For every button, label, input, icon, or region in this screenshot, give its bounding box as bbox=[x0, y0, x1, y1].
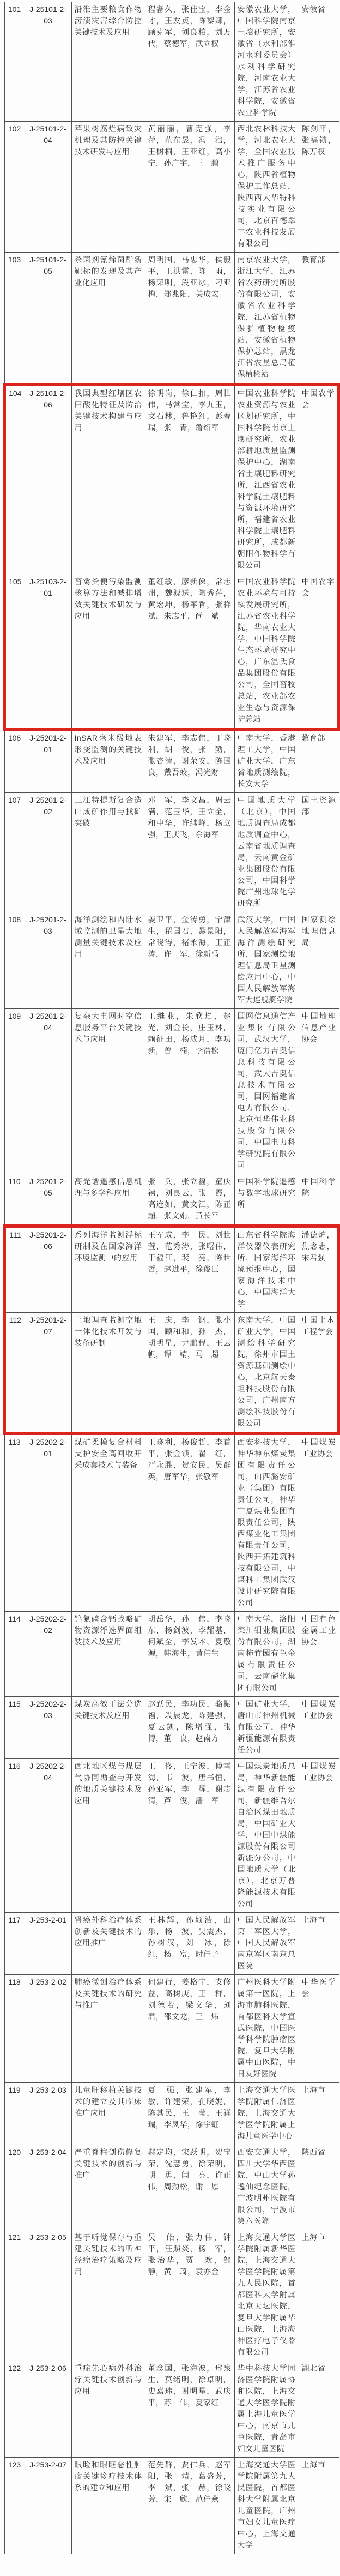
cell-project-title: 杀菌剂氰烯菌酯新靶标的发现及其产业化应用 bbox=[71, 253, 145, 385]
cell-awardees: 黄丽丽，曹克强，李 萍，范东晟，冯 浩，王树桐，王亚红，高小宁，孙广宇，王 鹏 bbox=[145, 122, 234, 253]
cell-awardees: 徐明岗，徐仁扣，周世伟，马常宝，李九玉，文石林，鲁艳红，彭春瑞，张 青，詹绍军 bbox=[145, 385, 234, 574]
cell-project-title: 肾癌外科治疗体系创新及关键技术的应用推广 bbox=[71, 1913, 145, 1975]
table-row bbox=[4, 2230, 339, 2361]
table-row bbox=[4, 793, 339, 912]
cell-organizations: 西北农林科技大学，河北农业大学，全国农业技术推广服务中心，陕西省植物保护工作总站，陕西西大华特科技实业有限公司，北京百德翠丰农业科技发展有限公司 bbox=[234, 122, 299, 253]
cell-project-code: J-25101-2-05 bbox=[25, 253, 71, 385]
cell-organizations: 中国矿业大学，唐山市神州机械有限公司，神华新疆能源有限责任公司 bbox=[234, 1697, 299, 1759]
table-row bbox=[4, 574, 339, 730]
cell-recommender: 上海市 bbox=[299, 2458, 339, 2554]
table-row bbox=[4, 2083, 339, 2145]
cell-recommender: 上海市 bbox=[299, 2083, 339, 2145]
cell-row-number: 114 bbox=[4, 1612, 25, 1697]
cell-awardees: 王 佟，王宁波，傅雪海，韦 波，唐书恒，孙亚军，李 辉，谢志清，芦 俊，潘 军 bbox=[145, 1759, 234, 1913]
cell-awardees: 何建行，姜格宁，支修益，高树庚，王 群，刘德若，梁文华，刘 君，邵文龙，王 炜 bbox=[145, 1975, 234, 2083]
cell-project-title: 高光谱遥感信息机理与多学科应用 bbox=[71, 1174, 145, 1227]
table-row bbox=[4, 1913, 339, 1975]
cell-awardees: 郝定均，宋跃明，贺宝荣，沈慧勇，徐荣明，胡 勇，闫 亮，许正伟，周劲松，谢 恩 bbox=[145, 2145, 234, 2230]
cell-project-title: 系列海洋监测浮标研制及在国家海洋环境监测中的应用 bbox=[71, 1226, 145, 1313]
cell-row-number: 107 bbox=[4, 793, 25, 912]
cell-project-code: J-25101-2-06 bbox=[25, 385, 71, 574]
cell-organizations: 东南大学，中国矿业大学，中国测绘科学研究院，徐州市国土资源基础测绘中心，北京航天泰坦科技股份有限公司，广州南方测绘科技股份有限公司 bbox=[234, 1313, 299, 1434]
cell-row-number: 120 bbox=[4, 2145, 25, 2230]
cell-project-title: 重症先心病外科治疗关键技术创新与应用 bbox=[71, 2361, 145, 2458]
cell-row-number: 109 bbox=[4, 1009, 25, 1174]
cell-recommender: 中国煤炭工业协会 bbox=[299, 1433, 339, 1612]
cell-recommender: 国家测绘地理信息局 bbox=[299, 912, 339, 1009]
cell-recommender: 上海市 bbox=[299, 2230, 339, 2361]
cell-project-title: 我国典型红壤区农田酸化特征及防治关键技术构建与应用 bbox=[71, 385, 145, 574]
table-row bbox=[4, 1009, 339, 1174]
cell-organizations: 上海交通大学医学院附属新华医院，上海交通大学医学院附属第九人民医院，首都医科大学附属北京天坛医院，复旦大学附属华山医院，上海海神医疗电子仪器有限公司 bbox=[234, 2230, 299, 2361]
cell-awardees: 王军成，李 民，刘世萱，范秀涛，张曙伟，于福江，裴 亮，陈世哲，赵进平，徐俊臣 bbox=[145, 1226, 234, 1313]
cell-project-title: 土地调查监测空地一体化技术开发与装备研制 bbox=[71, 1313, 145, 1434]
cell-row-number: 111 bbox=[4, 1226, 25, 1313]
cell-row-number: 122 bbox=[4, 2361, 25, 2458]
cell-awardees: 王继业，朱欣焰，赵 光，刘金长，庄玉林，赖征田，杨成月，李功新，曾 楠，李浩松 bbox=[145, 1009, 234, 1174]
cell-project-code: J-253-2-06 bbox=[25, 2361, 71, 2458]
cell-recommender: 中华医学会 bbox=[299, 1975, 339, 2083]
cell-organizations: 上海交通大学医学院附属仁济医院，上海交通大学医学院附属上海儿童医学中心 bbox=[234, 2083, 299, 2145]
cell-project-code: J-25201-2-02 bbox=[25, 793, 71, 912]
cell-awardees: 范先群，贾仁兵，赵军阳，张 靖，葛盛芳，李 斌，张 赫，徐晓芳，宋 欣，范佳燕 bbox=[145, 2458, 234, 2554]
cell-row-number: 102 bbox=[4, 122, 25, 253]
cell-row-number: 116 bbox=[4, 1759, 25, 1913]
cell-project-title: 畜禽粪便污染监测核算方法和减排增效关键技术研发与应用 bbox=[71, 574, 145, 730]
cell-awardees: 张 兵，张立福，童庆禧，刘良云，张 霞，高连如，黄文江，陈正超，张文娟，黄长平 bbox=[145, 1174, 234, 1227]
cell-recommender: 国土资源部 bbox=[299, 793, 339, 912]
cell-project-code: J-253-2-01 bbox=[25, 1913, 71, 1975]
cell-project-title: 钨氟磷含钙战略矿物资源浮选界面组装技术及应用 bbox=[71, 1612, 145, 1697]
cell-recommender: 中国有色金属工业协会 bbox=[299, 1612, 339, 1697]
cell-organizations: 南京农业大学，浙江大学，江苏省农药研究所股份有限公司，安徽省农业科学院，江苏省植物保护植物检疫站，安徽省植物保护总站，黑龙江省农垦总局植保植检站 bbox=[234, 253, 299, 385]
cell-row-number: 117 bbox=[4, 1913, 25, 1975]
cell-project-title: 苹果树腐烂病致灾机理及其防控关键技术研发与应用 bbox=[71, 122, 145, 253]
cell-project-title: InSAR毫米级地表形变监测的关键技术及应用 bbox=[71, 729, 145, 793]
table-row bbox=[4, 385, 339, 574]
cell-project-code: J-25202-2-04 bbox=[25, 1759, 71, 1913]
cell-recommender: 中国农学会 bbox=[299, 574, 339, 730]
cell-project-title: 儿童肝移植关键技术的建立及其临床推广应用 bbox=[71, 2083, 145, 2145]
cell-awardees: 王林辉，孙颖浩，曲 乐，杨 波，吴震杰，孙树汉，刘 冰，徐 红，杨 富，时佳子 bbox=[145, 1913, 234, 1975]
cell-awardees: 胡岳华，孙 伟，李晓东，杨剑波，李耀基，何斌全，李发本，夏敬源，韩海生，黄伟生 bbox=[145, 1612, 234, 1697]
cell-awardees: 周明国，马忠华，侯毅平，王洪雷，陈 雨，杨荣明，段亚冰，刁亚梅，郑兆阳，关成宏 bbox=[145, 253, 234, 385]
cell-organizations: 中国人民解放军第二军医大学，中国人民解放军南京军区南京总医院 bbox=[234, 1913, 299, 1975]
cell-row-number: 101 bbox=[4, 2, 25, 122]
cell-awardees: 董红敏，廖新俤，常志州，魏源送，陶秀萍，黄宏坤，杨军香，张祥斌，朱志平，尚 斌 bbox=[145, 574, 234, 730]
cell-organizations: 西安交通大学，四川大学华西医院，中山大学孙逸仙纪念医院，宁波明州医院有限公司，宁波市第六医院 bbox=[234, 2145, 299, 2230]
cell-row-number: 105 bbox=[4, 574, 25, 730]
cell-organizations: 中国农业科学院农业环境与可持续发展研究所，江苏省农业科学院，华南农业大学，中国科学院生态环境研究中心，广东温氏食品集团股份有限公司，全国畜牧总站，农业部农业生态与资源保护总站 bbox=[234, 574, 299, 730]
cell-project-code: J-253-2-04 bbox=[25, 2145, 71, 2230]
cell-awardees: 赵跃民，李功民，骆振福，段晨龙，陈建强，夏云凯，陈增强，张 博，董 良，赵南方 bbox=[145, 1697, 234, 1759]
cell-row-number: 110 bbox=[4, 1174, 25, 1227]
cell-project-title: 西北地区煤与煤层气协同勘查与开发的地质关键技术及应用 bbox=[71, 1759, 145, 1913]
cell-organizations: 国网信息通信产业集团有限公司，武汉大学，厦门亿力吉奥信息科技有限公司，武大吉奥信息技术有限公司，国网福建省电力有限公司，北京恒华伟业科技股份有限公司，中国电力科学研究院有限公司 bbox=[234, 1009, 299, 1174]
cell-row-number: 106 bbox=[4, 729, 25, 793]
cell-organizations: 中南大学，洛阳栾川钼业集团股份有限公司，湖南柿竹园有色金属有限责任公司，云南磷化集团有限公司 bbox=[234, 1612, 299, 1697]
cell-awardees: 程备久，张佳宝，李金才，王友贞，陈黎卿，顾克军，刘良柏，刘万代，蔡德军，武立权 bbox=[145, 2, 234, 122]
cell-row-number: 123 bbox=[4, 2458, 25, 2554]
cell-recommender: 陕西省 bbox=[299, 2145, 339, 2230]
table-row bbox=[4, 729, 339, 793]
cell-recommender: 潘德炉，焦念志，宋君强 bbox=[299, 1226, 339, 1313]
cell-recommender: 教育部 bbox=[299, 729, 339, 793]
cell-project-title: 基于听觉保存与重建关键技术的听神经瘤治疗策略及应用 bbox=[71, 2230, 145, 2361]
cell-organizations: 中国煤炭地质总局，神华新疆能源有限责任公司，新疆维吾尔自治区煤田地质局，中国矿业大学，中国中煤能源股份有限公司新疆分公司，中国地质大学（北京），北京万普隆能源技术有限公司 bbox=[234, 1759, 299, 1913]
cell-row-number: 108 bbox=[4, 912, 25, 1009]
cell-project-code: J-25201-2-05 bbox=[25, 1174, 71, 1227]
cell-project-code: J-253-2-03 bbox=[25, 2083, 71, 2145]
cell-project-title: 海洋测绘和内陆水域监测的卫星大地测量关键技术及应用 bbox=[71, 912, 145, 1009]
cell-awardees: 吴 皓，张力伟，钟 平，汪照炎，杨 军，张治华，贾 欢，邹 静，黄 琦，袁亦金 bbox=[145, 2230, 234, 2361]
cell-row-number: 121 bbox=[4, 2230, 25, 2361]
cell-recommender: 教育部 bbox=[299, 253, 339, 385]
cell-project-code: J-253-2-07 bbox=[25, 2458, 71, 2554]
cell-recommender: 中国煤炭工业协会 bbox=[299, 1759, 339, 1913]
cell-row-number: 118 bbox=[4, 1975, 25, 2083]
table-row bbox=[4, 1697, 339, 1759]
cell-recommender: 陈剑平，张福锁，陈万权 bbox=[299, 122, 339, 253]
cell-recommender: 安徽省 bbox=[299, 2, 339, 122]
cell-project-code: J-253-2-02 bbox=[25, 1975, 71, 2083]
table-row bbox=[4, 122, 339, 253]
cell-organizations: 中国科学院遥感与数字地球研究所 bbox=[234, 1174, 299, 1227]
table-row bbox=[4, 2145, 339, 2230]
cell-recommender: 湖北省 bbox=[299, 2361, 339, 2458]
cell-awardees: 董念国，张海波，邢泉生，莫绪明，徐卓明，史嘉玮，谢明星，武庆平，苏 伟，夏家红 bbox=[145, 2361, 234, 2458]
cell-project-code: J-25101-2-03 bbox=[25, 2, 71, 122]
cell-project-title: 煤矿柔模复合材料支护安全高回收开采成套技术与装备 bbox=[71, 1433, 145, 1612]
cell-project-code: J-253-2-05 bbox=[25, 2230, 71, 2361]
table-row bbox=[4, 1975, 339, 2083]
cell-project-code: J-25202-2-02 bbox=[25, 1612, 71, 1697]
table-row bbox=[4, 2, 339, 122]
cell-recommender: 中国煤炭工业协会 bbox=[299, 1697, 339, 1759]
cell-row-number: 113 bbox=[4, 1433, 25, 1612]
cell-project-code: J-25201-2-06 bbox=[25, 1226, 71, 1313]
cell-project-title: 严重脊柱创伤修复关键技术的创新与推广 bbox=[71, 2145, 145, 2230]
cell-row-number: 115 bbox=[4, 1697, 25, 1759]
cell-organizations: 中国地质大学（北京），中国地质调查局成都地质调查中心，云南省地质调查局，云南黄金矿业集团股份有限公司，中国科学院广州地球化学研究所 bbox=[234, 793, 299, 912]
cell-project-code: J-25202-2-01 bbox=[25, 1433, 71, 1612]
cell-organizations: 广州医科大学附属第一医院，上海市肺科医院，首都医科大学宣武医院，中国医学科学院肿瘤医院，复旦大学附属中山医院，中日友好医院 bbox=[234, 1975, 299, 2083]
cell-organizations: 华中科技大学同济医学院附属协和医院，上海交通大学医学院附属上海儿童医学中心，南京市儿童医院，青岛市妇女儿童医院 bbox=[234, 2361, 299, 2458]
cell-project-title: 复杂大电网时空信息服务平台关键技术与应用 bbox=[71, 1009, 145, 1174]
table-row bbox=[4, 1226, 339, 1313]
cell-recommender: 中国土木工程学会 bbox=[299, 1313, 339, 1434]
cell-awardees: 邓 军，李文昌，周云满，范玉华，王立全，和中华，许继峰，杨立强，王庆飞，余海军 bbox=[145, 793, 234, 912]
cell-organizations: 中国农业科学院农业资源与农业区划研究所，中国科学院南京土壤研究所，农业部耕地质量监测保护中心，湖南省土壤肥料研究所，江西省农业科学院土壤肥料与资源环境研究所，福建省农业科学院土壤肥料研究所，成都新朝阳作物科学有限公司 bbox=[234, 385, 299, 574]
cell-recommender: 中国农学会 bbox=[299, 385, 339, 574]
cell-awardees: 朱建军，李志伟，丁晓利，胡 俊，张 勤，张杏清，谢荣安，陈国良，戴吾蛟，冯光财 bbox=[145, 729, 234, 793]
cell-organizations: 武汉大学，中国人民解放军海军海洋测绘研究所，国家测绘地理信息局卫星测绘应用中心，中国人民解放军海军大连舰艇学院 bbox=[234, 912, 299, 1009]
cell-project-title: 沿淮主要粮食作物涝渍灾害综合防控关键技术及应用 bbox=[71, 2, 145, 122]
table-row bbox=[4, 1433, 339, 1612]
cell-project-code: J-25201-2-03 bbox=[25, 912, 71, 1009]
cell-project-title: 肺癌微创治疗体系及关键技术的研究与推广 bbox=[71, 1975, 145, 2083]
cell-row-number: 104 bbox=[4, 385, 25, 574]
cell-project-code: J-25201-2-04 bbox=[25, 1009, 71, 1174]
cell-row-number: 103 bbox=[4, 253, 25, 385]
cell-project-title: 三江特提斯复合造山成矿作用与找矿突破 bbox=[71, 793, 145, 912]
cell-organizations: 山东省科学院海洋仪器仪表研究所，国家海洋环境预报中心，国家海洋技术中心，中国海洋大学 bbox=[234, 1226, 299, 1313]
cell-project-title: 眼睑和眼眶恶性肿瘤关键诊疗技术体系的建立和应用 bbox=[71, 2458, 145, 2554]
table-row bbox=[4, 2458, 339, 2554]
cell-project-code: J-25101-2-04 bbox=[25, 122, 71, 253]
award-list-table bbox=[3, 2, 340, 2554]
cell-row-number: 119 bbox=[4, 2083, 25, 2145]
cell-project-code: J-25103-2-01 bbox=[25, 574, 71, 730]
cell-organizations: 安徽农业大学，中国科学院南京土壤研究所，安徽省（水利部淮河水利委员会）水利科学研究院，河南农业大学，江苏省农业科学院，安徽省农业科学院 bbox=[234, 2, 299, 122]
cell-project-code: J-25201-2-01 bbox=[25, 729, 71, 793]
table-body bbox=[4, 2, 339, 2554]
cell-recommender: 中国科学院 bbox=[299, 1174, 339, 1227]
cell-row-number: 112 bbox=[4, 1313, 25, 1434]
table-row bbox=[4, 1759, 339, 1913]
cell-recommender: 上海市 bbox=[299, 1913, 339, 1975]
table-row bbox=[4, 1174, 339, 1227]
table-row bbox=[4, 2361, 339, 2458]
cell-awardees: 王 庆，李 钢，张小国，顾和和，孙 杰，胡明星，尹鹏程，王云帆，谭 靖，马 超 bbox=[145, 1313, 234, 1434]
cell-awardees: 姜卫平，金涛勇，宁津生，翟国君，暴景阳，常晓涛，褚永海，王正涛，许 军，徐新禹 bbox=[145, 912, 234, 1009]
table-row bbox=[4, 1313, 339, 1434]
cell-organizations: 上海交通大学医学院附属第九人民医院，首都医科大学附属北京儿童医院，广州市妇女儿童医疗中心，上海交通大学 bbox=[234, 2458, 299, 2554]
cell-project-code: J-25202-2-03 bbox=[25, 1697, 71, 1759]
cell-awardees: 王晓利，杨俊哲，李首平，张金锁，翟 红，严永胜，贺安民，吴群英，唐军华，张敬军 bbox=[145, 1433, 234, 1612]
table-row bbox=[4, 1612, 339, 1697]
cell-awardees: 夏 强，张建军，李 敏，许建荣，孔晓妮，陈其民，王 莹，王祥瑞，李凤华，徐宇虹 bbox=[145, 2083, 234, 2145]
cell-project-code: J-25201-2-07 bbox=[25, 1313, 71, 1434]
table-row bbox=[4, 253, 339, 385]
cell-recommender: 中国地理信息产业协会 bbox=[299, 1009, 339, 1174]
cell-organizations: 西安科技大学，神华神东煤炭集团有限责任公司，山西潞安矿业（集团）有限责任公司，神华宁夏煤业集团有限责任公司，陕西煤业化工集团有限责任公司，陕西开拓建筑科技有限公司，中煤科工集团武汉设计研究院有限公司 bbox=[234, 1433, 299, 1612]
table-row bbox=[4, 912, 339, 1009]
cell-project-title: 煤炭高效干法分选关键技术及应用 bbox=[71, 1697, 145, 1759]
cell-organizations: 中南大学，香港理工大学，中国矿业大学，广东省地质测绘院，长安大学 bbox=[234, 729, 299, 793]
